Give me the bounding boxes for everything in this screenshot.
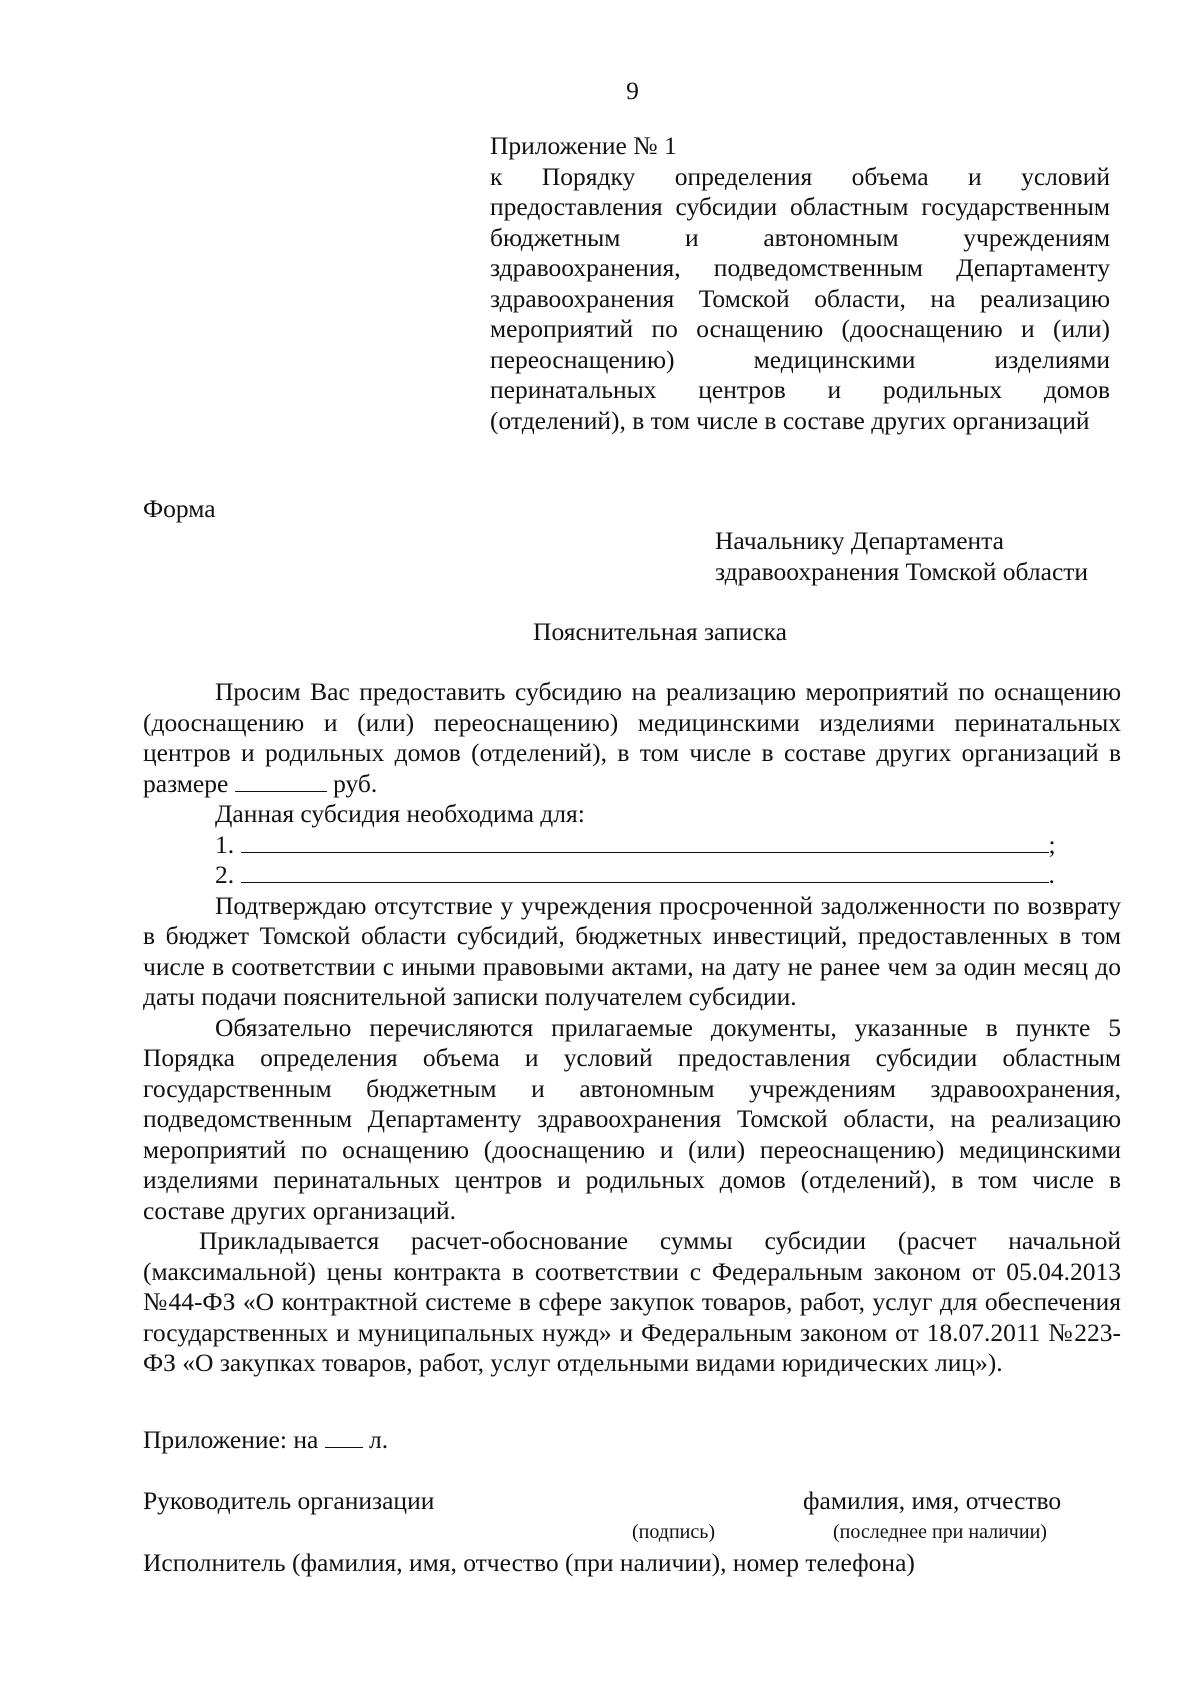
form-label: Форма bbox=[143, 494, 216, 523]
request-paragraph bbox=[143, 677, 1121, 799]
item-number: 2. bbox=[215, 860, 235, 889]
annex-body: к Порядку определения объема и условий предоставления субсидии областным государственным бюджетным и автономным учреждениям здравоохранения, подведомственным Департаменту здравоохранения Томской области, на реализацию мероприятий по оснащению (дооснащению и (или) переоснащению) медицинскими изделиями перинатальных центров и родильных домов (отделений), в том числе в составе других организаций bbox=[490, 161, 1110, 435]
annex-title: Приложение № 1 bbox=[490, 131, 677, 160]
executor-line: Исполнитель (фамилия, имя, отчество (при наличии), номер телефона) bbox=[143, 1548, 915, 1577]
name-caption: (последнее при наличии) bbox=[833, 1521, 1047, 1543]
attachment-line bbox=[143, 1425, 388, 1455]
pages-blank bbox=[325, 1425, 363, 1448]
item-punct: ; bbox=[1048, 829, 1056, 859]
signature-role: Руководитель организации bbox=[143, 1486, 435, 1515]
item-blank bbox=[241, 830, 1049, 853]
list-item-1 bbox=[143, 830, 1121, 861]
signature-caption: (подпись) bbox=[632, 1521, 716, 1543]
needed-for: Данная субсидия необходима для: bbox=[215, 799, 585, 828]
signature-name-field: фамилия, имя, отчество bbox=[803, 1486, 1062, 1515]
page-number: 9 bbox=[626, 76, 639, 105]
documents-paragraph: Обязательно перечисляются прилагаемые документы, указанные в пункте 5 Порядка определения объема и условий предоставления субсидии областным государственным бюджетным и автономным учреждениям здравоохранения, подведомственным Департаменту здравоохранения Томской области, на реализацию мероприятий по оснащению (дооснащению и (или) переоснащению) медицинскими изделиями перинатальных центров и родильных домов (отделений), в том числе в составе других организаций. bbox=[143, 1012, 1121, 1225]
document-body bbox=[143, 677, 1121, 1379]
attachment-suffix: л. bbox=[369, 1425, 389, 1454]
request-currency: руб. bbox=[333, 768, 378, 798]
addressee-line-2: здравоохранения Томской области bbox=[715, 556, 1089, 586]
item-number: 1. bbox=[215, 829, 235, 859]
annex-block bbox=[490, 131, 1110, 436]
amount-blank bbox=[235, 769, 327, 792]
item-punct: . bbox=[1048, 860, 1055, 889]
calculation-paragraph: Прикладывается расчет-обоснование суммы субсидии (расчет начальной (максимальной) цены контракта в соответствии с Федеральным законом от 05.04.2013 №44-ФЗ «О контрактной системе в сфере закупок товаров, работ, услуг для обеспечения государственных и муниципальных нужд» и Федеральным законом от 18.07.2011 №223-ФЗ «О закупках товаров, работ, услуг отдельными видами юридических лиц»). bbox=[143, 1226, 1121, 1377]
addressee bbox=[715, 526, 1088, 587]
request-text: Просим Вас предоставить субсидию на реализацию мероприятий по оснащению (дооснащению и (или) переоснащению) медицинскими изделиями перинатальных центров и родильных домов (отделений), в том числе в составе других организаций в размере bbox=[143, 677, 1121, 798]
confirm-paragraph: Подтверждаю отсутствие у учреждения просроченной задолженности по возврату в бюджет Томской области субсидий, бюджетных инвестиций, предоставленных в том числе в соответствии с иными правовыми актами, на дату не ранее чем за один месяц до даты подачи пояснительной записки получателем субсидии. bbox=[143, 890, 1121, 1011]
document-title: Пояснительная записка bbox=[533, 617, 787, 646]
addressee-line-1: Начальнику Департамента bbox=[715, 526, 1004, 555]
attachment-prefix: Приложение: на bbox=[143, 1425, 319, 1454]
list-item-2 bbox=[143, 860, 1121, 891]
item-blank bbox=[241, 860, 1049, 883]
